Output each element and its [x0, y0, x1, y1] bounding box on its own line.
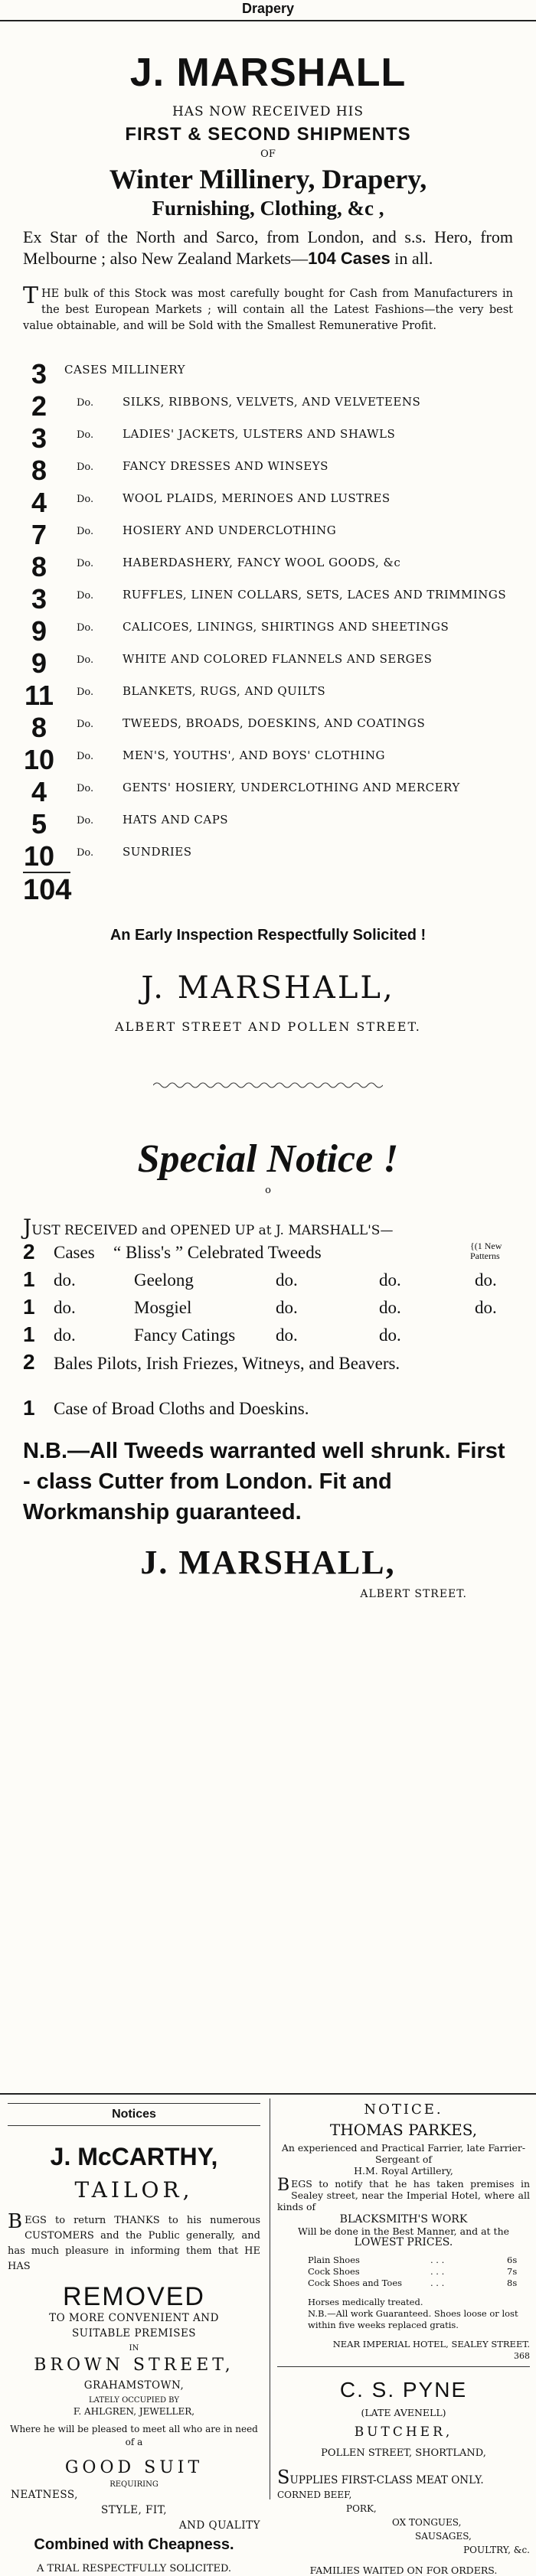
case-count: 9	[31, 647, 47, 679]
good-suit: GOOD SUIT	[64, 2458, 204, 2477]
notice-line: REQUIRING	[109, 2480, 159, 2489]
case-description: SUNDRIES	[123, 845, 192, 859]
price-row	[277, 2266, 530, 2278]
tweed-line	[23, 1240, 513, 1267]
notice-title: NOTICE.	[364, 2102, 443, 2118]
notice-line: STYLE, FIT,	[100, 2504, 168, 2516]
unit: Cases	[54, 1243, 95, 1262]
price-value: 7s	[507, 2266, 518, 2277]
ditto-mark: Do.	[77, 526, 94, 537]
case-description: TWEEDS, BROADS, DOESKINS, AND COATINGS	[123, 716, 426, 730]
notice-line: NEATNESS,	[11, 2489, 78, 2501]
case-row	[23, 644, 513, 679]
case-row	[23, 676, 513, 711]
drop-cap: J	[23, 1215, 32, 1240]
case-description: CALICOES, LININGS, SHIRTINGS AND SHEETINGS	[123, 620, 449, 634]
early-inspection: An Early Inspection Respectfully Solicited !	[109, 927, 427, 944]
notice-line: N.B.—All work Guaranteed. Shoes loose or lost within five weeks replaced gratis.	[308, 2308, 518, 2330]
meat-item: CORNED BEEF,	[277, 2490, 352, 2500]
qty: 1	[23, 1322, 35, 1346]
section-rule	[0, 2093, 536, 2095]
notice-line: BLACKSMITH'S WORK	[339, 2213, 468, 2225]
special-intro-text: UST RECEIVED and OPENED UP at J. MARSHALL'S—	[31, 1223, 394, 1238]
price-value: 6s	[507, 2255, 518, 2265]
unit: do.	[54, 1270, 76, 1290]
ditto-mark: Do.	[77, 494, 94, 505]
advertiser-name: J. MARSHALL	[129, 51, 407, 95]
meat-item: PORK,	[346, 2503, 377, 2514]
case-description: FANCY DRESSES AND WINSEYS	[123, 459, 328, 473]
ad-ref: 368	[514, 2351, 530, 2361]
divider	[277, 2366, 530, 2367]
case-row	[23, 579, 513, 615]
case-text: Case of Broad Cloths and Doeskins.	[54, 1399, 309, 1418]
ditto-mark: Do.	[77, 719, 94, 730]
price-item: Cock Shoes and Toes	[308, 2278, 403, 2288]
drop-cap: B	[277, 2176, 290, 2195]
signature: J. MARSHALL,	[141, 970, 395, 1006]
ditto: do.	[475, 1270, 497, 1290]
shipment-text-a: Ex Star of the North and Sarco, from London, and s.s. Hero, from Melbourne ; also New Zealand Markets—	[23, 227, 513, 268]
ditto-mark: Do.	[77, 461, 94, 473]
tweed-name: Fancy Catings	[134, 1325, 236, 1345]
case-description: WOOL PLAIDS, MERINOES AND LUSTRES	[123, 491, 391, 505]
qty: 1	[23, 1396, 35, 1420]
nb-text: N.B.—All Tweeds warranted well shrunk. First - class Cutter from London. Fit and Workmanship guaranteed.	[23, 1439, 505, 1524]
ad-headline: Winter Millinery, Drapery,	[109, 164, 427, 194]
notice-text: EGS to return THANKS to his numerous CUSTOMERS and the Public generally, and has much pleasure in informing them that HE HAS	[8, 2215, 260, 2272]
intro-text: HE bulk of this Stock was most carefully bought for Cash from Manufacturers in the best European Markets ; will contain all the Latest Fashions—the very best value obtainable, and will be Sold with the Smallest Remunerative Profit.	[23, 288, 513, 332]
case-count: 8	[31, 551, 47, 582]
drop-cap: T	[23, 282, 39, 309]
ditto: do.	[475, 1298, 497, 1317]
notice-line: SUITABLE PREMISES	[71, 2327, 197, 2340]
case-row	[23, 515, 513, 550]
case-count: 4	[31, 776, 47, 807]
notice-line: An experienced and Practical Farrier, late Farrier-Sergeant of	[281, 2142, 526, 2165]
notice-body	[8, 2210, 260, 2274]
tweed-name: Mosgiel	[134, 1298, 192, 1317]
right-notices	[277, 2097, 530, 2576]
case-row	[23, 708, 513, 743]
shipment-text	[23, 227, 513, 269]
shipment-text-c: in all.	[390, 249, 433, 268]
shipment-count: 104 Cases	[308, 249, 391, 268]
ad-subheadline: Furnishing, Clothing, &c ,	[152, 197, 384, 220]
price-value: 8s	[507, 2278, 518, 2288]
tweed-name: Geelong	[134, 1270, 194, 1290]
ditto-mark: Do.	[77, 815, 94, 827]
address: ALBERT STREET.	[360, 1588, 467, 1600]
intro-paragraph	[23, 282, 513, 334]
notice-tagline: Combined with Cheapness.	[34, 2536, 234, 2553]
ditto-mark: Do.	[77, 622, 94, 634]
marshall-advertisement	[23, 46, 513, 1600]
ditto-mark: Do.	[77, 783, 94, 794]
qty: 1	[23, 1267, 35, 1291]
price-row	[277, 2278, 530, 2289]
case-row	[23, 547, 513, 582]
notice-line: Will be done in the Best Manner, and at the	[297, 2225, 510, 2237]
ditto: do.	[276, 1298, 298, 1317]
notice-line: TO MORE CONVENIENT AND	[49, 2312, 219, 2324]
town-name: GRAHAMSTOWN,	[83, 2379, 185, 2392]
special-intro	[23, 1215, 513, 1240]
ad-line: OF	[260, 148, 276, 160]
ditto: do.	[379, 1270, 401, 1290]
case-row	[23, 386, 513, 422]
qty: 2	[23, 1240, 35, 1264]
case-description: WHITE AND COLORED FLANNELS AND SERGES	[123, 652, 433, 666]
case-description: HOSIERY AND UNDERCLOTHING	[123, 523, 337, 537]
tweed-line	[23, 1396, 513, 1423]
notice-line: AND QUALITY	[178, 2519, 260, 2532]
qty: 1	[23, 1295, 35, 1319]
case-description: BLANKETS, RUGS, AND QUILTS	[123, 684, 326, 698]
ditto-mark: Do.	[77, 686, 94, 698]
drop-cap: S	[277, 2467, 290, 2488]
case-description: LADIES' JACKETS, ULSTERS AND SHAWLS	[123, 427, 396, 441]
street-name: BROWN STREET,	[34, 2356, 234, 2375]
case-description: SILKS, RIBBONS, VELVETS, AND VELVETEENS	[123, 395, 421, 409]
notice-line: Where he will be pleased to meet all who are in need of a	[10, 2424, 258, 2447]
ditto-mark: Do.	[77, 751, 94, 762]
notice-line: (LATE AVENELL)	[361, 2407, 446, 2418]
ditto-mark: Do.	[77, 558, 94, 569]
ditto-mark: Do.	[77, 429, 94, 441]
meat-item: SAUSAGES,	[415, 2531, 472, 2542]
notice-line: IN	[129, 2344, 139, 2353]
case-count: 4	[31, 487, 47, 518]
notice-address: NEAR IMPERIAL HOTEL, SEALEY STREET.	[332, 2339, 530, 2349]
address: ALBERT STREET AND POLLEN STREET.	[115, 1019, 421, 1034]
ad-line: FIRST & SECOND SHIPMENTS	[125, 124, 411, 145]
case-description: HABERDASHERY, FANCY WOOL GOODS, &c	[123, 556, 401, 569]
supplies-line	[277, 2467, 530, 2488]
notice-line: LATELY OCCUPIED BY	[89, 2396, 179, 2405]
trade: BUTCHER,	[354, 2424, 453, 2440]
price-list	[277, 2255, 530, 2289]
supplies-text: UPPLIES FIRST-CLASS MEAT ONLY.	[289, 2474, 484, 2486]
case-row	[23, 419, 513, 454]
case-row	[23, 451, 513, 486]
case-row	[23, 483, 513, 518]
tweed-name: “ Bliss's ” Celebrated Tweeds	[113, 1243, 322, 1262]
small-ornament: o	[265, 1185, 271, 1196]
case-description: CASES MILLINERY	[64, 363, 186, 377]
new-patterns: {(1 New Patterns	[470, 1241, 502, 1261]
price-dots: . . .	[430, 2266, 445, 2277]
price-dots: . . .	[430, 2278, 445, 2288]
bales-text: Bales Pilots, Irish Friezes, Witneys, and Beavers.	[54, 1354, 400, 1373]
meat-item: OX TONGUES,	[392, 2517, 462, 2528]
case-count: 10	[23, 840, 55, 872]
ditto-mark: Do.	[77, 590, 94, 602]
case-count: 3	[31, 422, 47, 454]
notice-address: POLLEN STREET, SHORTLAND,	[321, 2447, 486, 2459]
ditto: do.	[276, 1325, 298, 1345]
price-item: Plain Shoes	[308, 2255, 360, 2265]
cases-total: 104	[23, 872, 70, 907]
case-count: 3	[31, 358, 47, 390]
cases-list	[23, 354, 513, 872]
notices-header: Notices	[8, 2103, 260, 2126]
signature: J. MARSHALL,	[140, 1544, 396, 1581]
ad-line: HAS NOW RECEIVED HIS	[172, 104, 364, 119]
ditto: do.	[276, 1270, 298, 1290]
mccarthy-notice	[8, 2135, 260, 2574]
ditto-mark: Do.	[77, 397, 94, 409]
removed-heading: REMOVED	[63, 2282, 205, 2311]
notice-line: H.M. Royal Artillery,	[354, 2165, 453, 2177]
ditto-mark: Do.	[77, 654, 94, 666]
case-count: 9	[31, 615, 47, 647]
price-dots: . . .	[430, 2255, 445, 2265]
notice-line: A TRIAL RESPECTFULLY SOLICITED.	[36, 2563, 232, 2574]
notice-line: LOWEST PRICES.	[354, 2236, 453, 2248]
case-row	[23, 611, 513, 647]
case-description: MEN'S, YOUTHS', AND BOYS' CLOTHING	[123, 748, 385, 762]
unit: do.	[54, 1298, 76, 1317]
case-count: 8	[31, 712, 47, 743]
case-count: 10	[23, 744, 55, 775]
tweed-line	[23, 1350, 513, 1396]
price-row	[277, 2255, 530, 2266]
case-count: 8	[31, 455, 47, 486]
tweed-line	[23, 1322, 513, 1350]
case-row	[23, 772, 513, 807]
notice-line: FAMILIES WAITED ON FOR ORDERS.	[309, 2565, 498, 2576]
case-row	[23, 836, 513, 872]
advertiser-name: THOMAS PARKES,	[329, 2121, 478, 2139]
ditto: do.	[379, 1325, 401, 1345]
tweed-line	[23, 1295, 513, 1322]
ornamental-divider	[153, 1080, 383, 1091]
case-count: 3	[31, 583, 47, 615]
case-count: 2	[31, 390, 47, 422]
case-row	[23, 804, 513, 840]
ditto-mark: Do.	[77, 847, 94, 859]
advertiser-name: C. S. PYNE	[339, 2378, 468, 2402]
case-row	[23, 354, 513, 390]
case-description: RUFFLES, LINEN COLLARS, SETS, LACES AND TRIMMINGS	[123, 588, 507, 602]
meat-item: POULTRY, &c.	[463, 2545, 530, 2555]
advertiser-name: J. McCARTHY,	[50, 2143, 218, 2170]
drop-cap: B	[8, 2210, 23, 2233]
section-header: Drapery	[0, 0, 536, 21]
trade: TAILOR,	[74, 2177, 194, 2203]
case-description: HATS AND CAPS	[123, 813, 229, 827]
case-count: 11	[24, 680, 54, 711]
qty: 2	[23, 1350, 35, 1374]
notice-line: Horses medically treated.	[308, 2297, 423, 2307]
tweed-line	[23, 1267, 513, 1295]
notice-body	[277, 2178, 530, 2212]
special-notice-title: Special Notice !	[137, 1137, 399, 1181]
ditto: do.	[379, 1298, 401, 1317]
price-item: Cock Shoes	[308, 2266, 360, 2277]
case-count: 5	[31, 808, 47, 840]
notice-line: F. AHLGREN, JEWELLER,	[73, 2406, 195, 2417]
case-description: GENTS' HOSIERY, UNDERCLOTHING AND MERCERY	[123, 781, 460, 794]
case-row	[23, 740, 513, 775]
case-count: 7	[31, 519, 47, 550]
notice-text: EGS to notify that he has taken premises in Sealey street, near the Imperial Hotel, where all kinds of	[277, 2178, 530, 2212]
unit: do.	[54, 1325, 76, 1345]
